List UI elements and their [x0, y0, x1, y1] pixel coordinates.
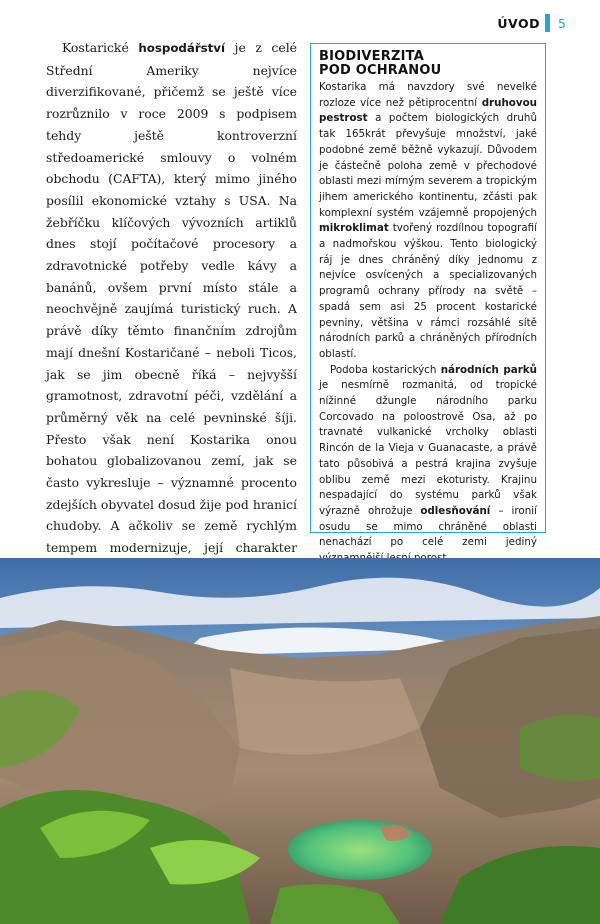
- term-druhova-pestrost: druhovou pestrost: [319, 96, 537, 125]
- term-odlesnovani: odlesňování: [420, 504, 491, 517]
- main-paragraph: Kostarické hospodářství je z celé Střední Ameriky nejvíce diverzifikované, přičemž se ještě více rozrůznilo v roce 2009 s podpisem tehdy ještě kontroverzní středoamerické smlouvy o volném obchodu (CAFTA), který mimo jiného posílil ekonomické vztahy s USA. Na žebříčku klíčových vývozních artiklů dnes stojí počítačové procesory a zdravotnické potřeby vedle kávy a banánů, ovšem první místo stále a neochvějně zaujímá turistický ruch. A právě díky těmto finančním zdrojům mají dnešní Kostaričané – neboli Ticos, jak se jim obecně říká – nejvyšší gramotnost, zdravotní péči, vzdělání a průměrný věk na celé pevninské šíji. Přesto však není Kostarika onou bohatou globalizovanou zemí, jak se často vykresluje – významné procento zdejších obyvatel dosud žije pod hranicí chudoby. A ačkoliv se země rychlým tempem modernizuje, její charakter: [46, 37, 297, 713]
- page-header: [0, 14, 600, 34]
- term-mikroklimat: mikroklimat: [319, 222, 389, 235]
- sidebar-box-biodiversity: [310, 43, 546, 549]
- sidebar-paragraph-2: Podoba kostarických národních parků je nesmírně rozmanitá, od tropické nížinné džungle národního parku Corcovado na poloostrově Osa, až po travnaté vulkanické vrcholky oblasti Rincón de la Vieja v Guanacaste, a právě tato působivá a pestrá krajina zvyšuje oblibu země mezi ekoturisty. Krajinu nespadající do systému parků však výrazně ohrožuje odlesňování – ironií osudu se mimo chráněné oblasti nenachází po celé zemi jediný: [319, 363, 537, 549]
- header-accent-bar: [545, 14, 550, 32]
- sidebar-paragraph-1: Kostarika má navzdory své nevelké rozloze více než pětiprocentní druhovou pestrost a počtem biologických druhů tak 165krát převyšuje množství, jaké podobné země běžně vykazují. Důvodem je částečně poloha země v přechodové oblasti mezi mírným severem a tropickým jihem amerického kontinentu, zčásti pak komplexní systém vzájemně propojených mikroklimat tvořený rozdílnou topografií a nadmořskou výškou. Tento biologický ráj je dnes chráněný díky jednomu z nejvíce osvícených a specializovaných programů ochrany přírody na světě – spadá sem asi 25 procent kostarické pevniny, většina v rámci rozsáhlé sítě národních parků a chráněných přírodních oblastí.: [319, 81, 537, 360]
- page-number: 5: [558, 16, 566, 31]
- section-title: ÚVOD: [497, 16, 540, 31]
- term-hospodarstvi: hospodářství: [138, 41, 226, 55]
- volcano-crater-photo: [0, 558, 600, 924]
- sidebar-title: BIODIVERZITA POD OCHRANOU: [319, 49, 442, 78]
- term-narodni-parky: národních parků: [440, 363, 537, 376]
